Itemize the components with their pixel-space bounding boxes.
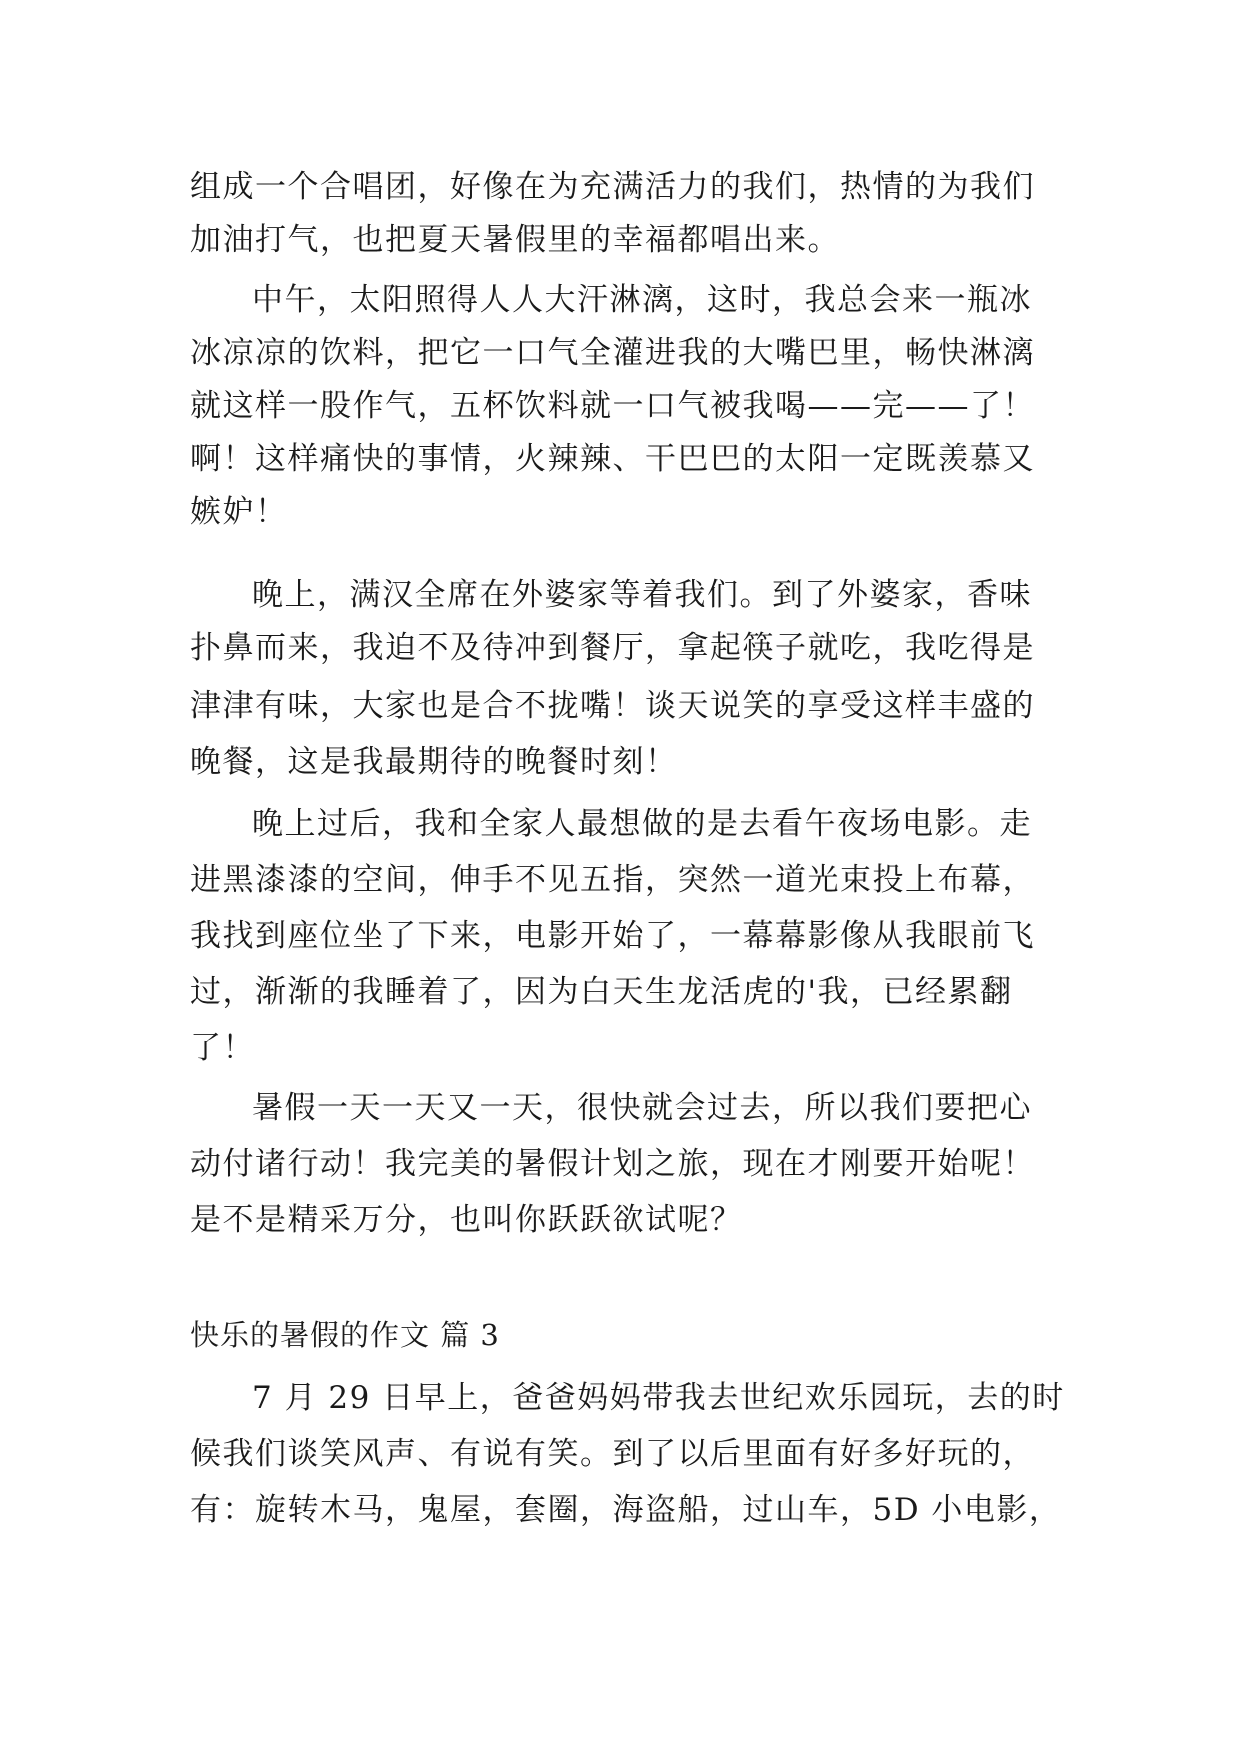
paragraph-line: 冰凉凉的饮料，把它一口气全灌进我的大嘴巴里，畅快淋漓 <box>190 335 1035 371</box>
paragraph-line: 嫉妒！ <box>190 494 288 530</box>
paragraph-line: 了！ <box>190 1030 255 1066</box>
paragraph-line: 动付诸行动！我完美的暑假计划之旅，现在才刚要开始呢！ <box>190 1146 1035 1182</box>
paragraph-line: 进黑漆漆的空间，伸手不见五指，突然一道光束投上布幕， <box>190 862 1035 898</box>
paragraph-line: 是不是精采万分，也叫你跃跃欲试呢？ <box>190 1202 743 1238</box>
paragraph-first-line: 晚上过后，我和全家人最想做的是去看午夜场电影。走 <box>252 806 1032 842</box>
paragraph-line: 过，渐渐的我睡着了，因为白天生龙活虎的'我，已经累翻 <box>190 974 1013 1010</box>
section-heading: 快乐的暑假的作文 篇 3 <box>190 1318 500 1352</box>
paragraph-first-line: 晚上，满汉全席在外婆家等着我们。到了外婆家，香味 <box>252 577 1032 613</box>
paragraph-line: 我找到座位坐了下来，电影开始了，一幕幕影像从我眼前飞 <box>190 918 1035 954</box>
paragraph-first-line: 7 月 29 日早上，爸爸妈妈带我去世纪欢乐园玩，去的时 <box>252 1380 1065 1416</box>
paragraph-line: 晚餐，这是我最期待的晚餐时刻！ <box>190 744 678 780</box>
paragraph-line: 组成一个合唱团，好像在为充满活力的我们，热情的为我们 <box>190 169 1035 205</box>
paragraph-first-line: 暑假一天一天又一天，很快就会过去，所以我们要把心 <box>252 1090 1032 1126</box>
paragraph-line: 啊！这样痛快的事情，火辣辣、干巴巴的太阳一定既羡慕又 <box>190 441 1035 477</box>
paragraph-line: 津津有味，大家也是合不拢嘴！谈天说笑的享受这样丰盛的 <box>190 688 1035 724</box>
paragraph-line: 有：旋转木马，鬼屋，套圈，海盗船，过山车，5D 小电影， <box>190 1492 1062 1528</box>
paragraph-line: 加油打气，也把夏天暑假里的幸福都唱出来。 <box>190 222 840 258</box>
paragraph-line: 候我们谈笑风声、有说有笑。到了以后里面有好多好玩的， <box>190 1436 1035 1472</box>
paragraph-line: 就这样一股作气，五杯饮料就一口气被我喝——完——了！ <box>190 388 1035 424</box>
paragraph-first-line: 中午，太阳照得人人大汗淋漓，这时，我总会来一瓶冰 <box>252 282 1032 318</box>
paragraph-line: 扑鼻而来，我迫不及待冲到餐厅，拿起筷子就吃，我吃得是 <box>190 630 1035 666</box>
